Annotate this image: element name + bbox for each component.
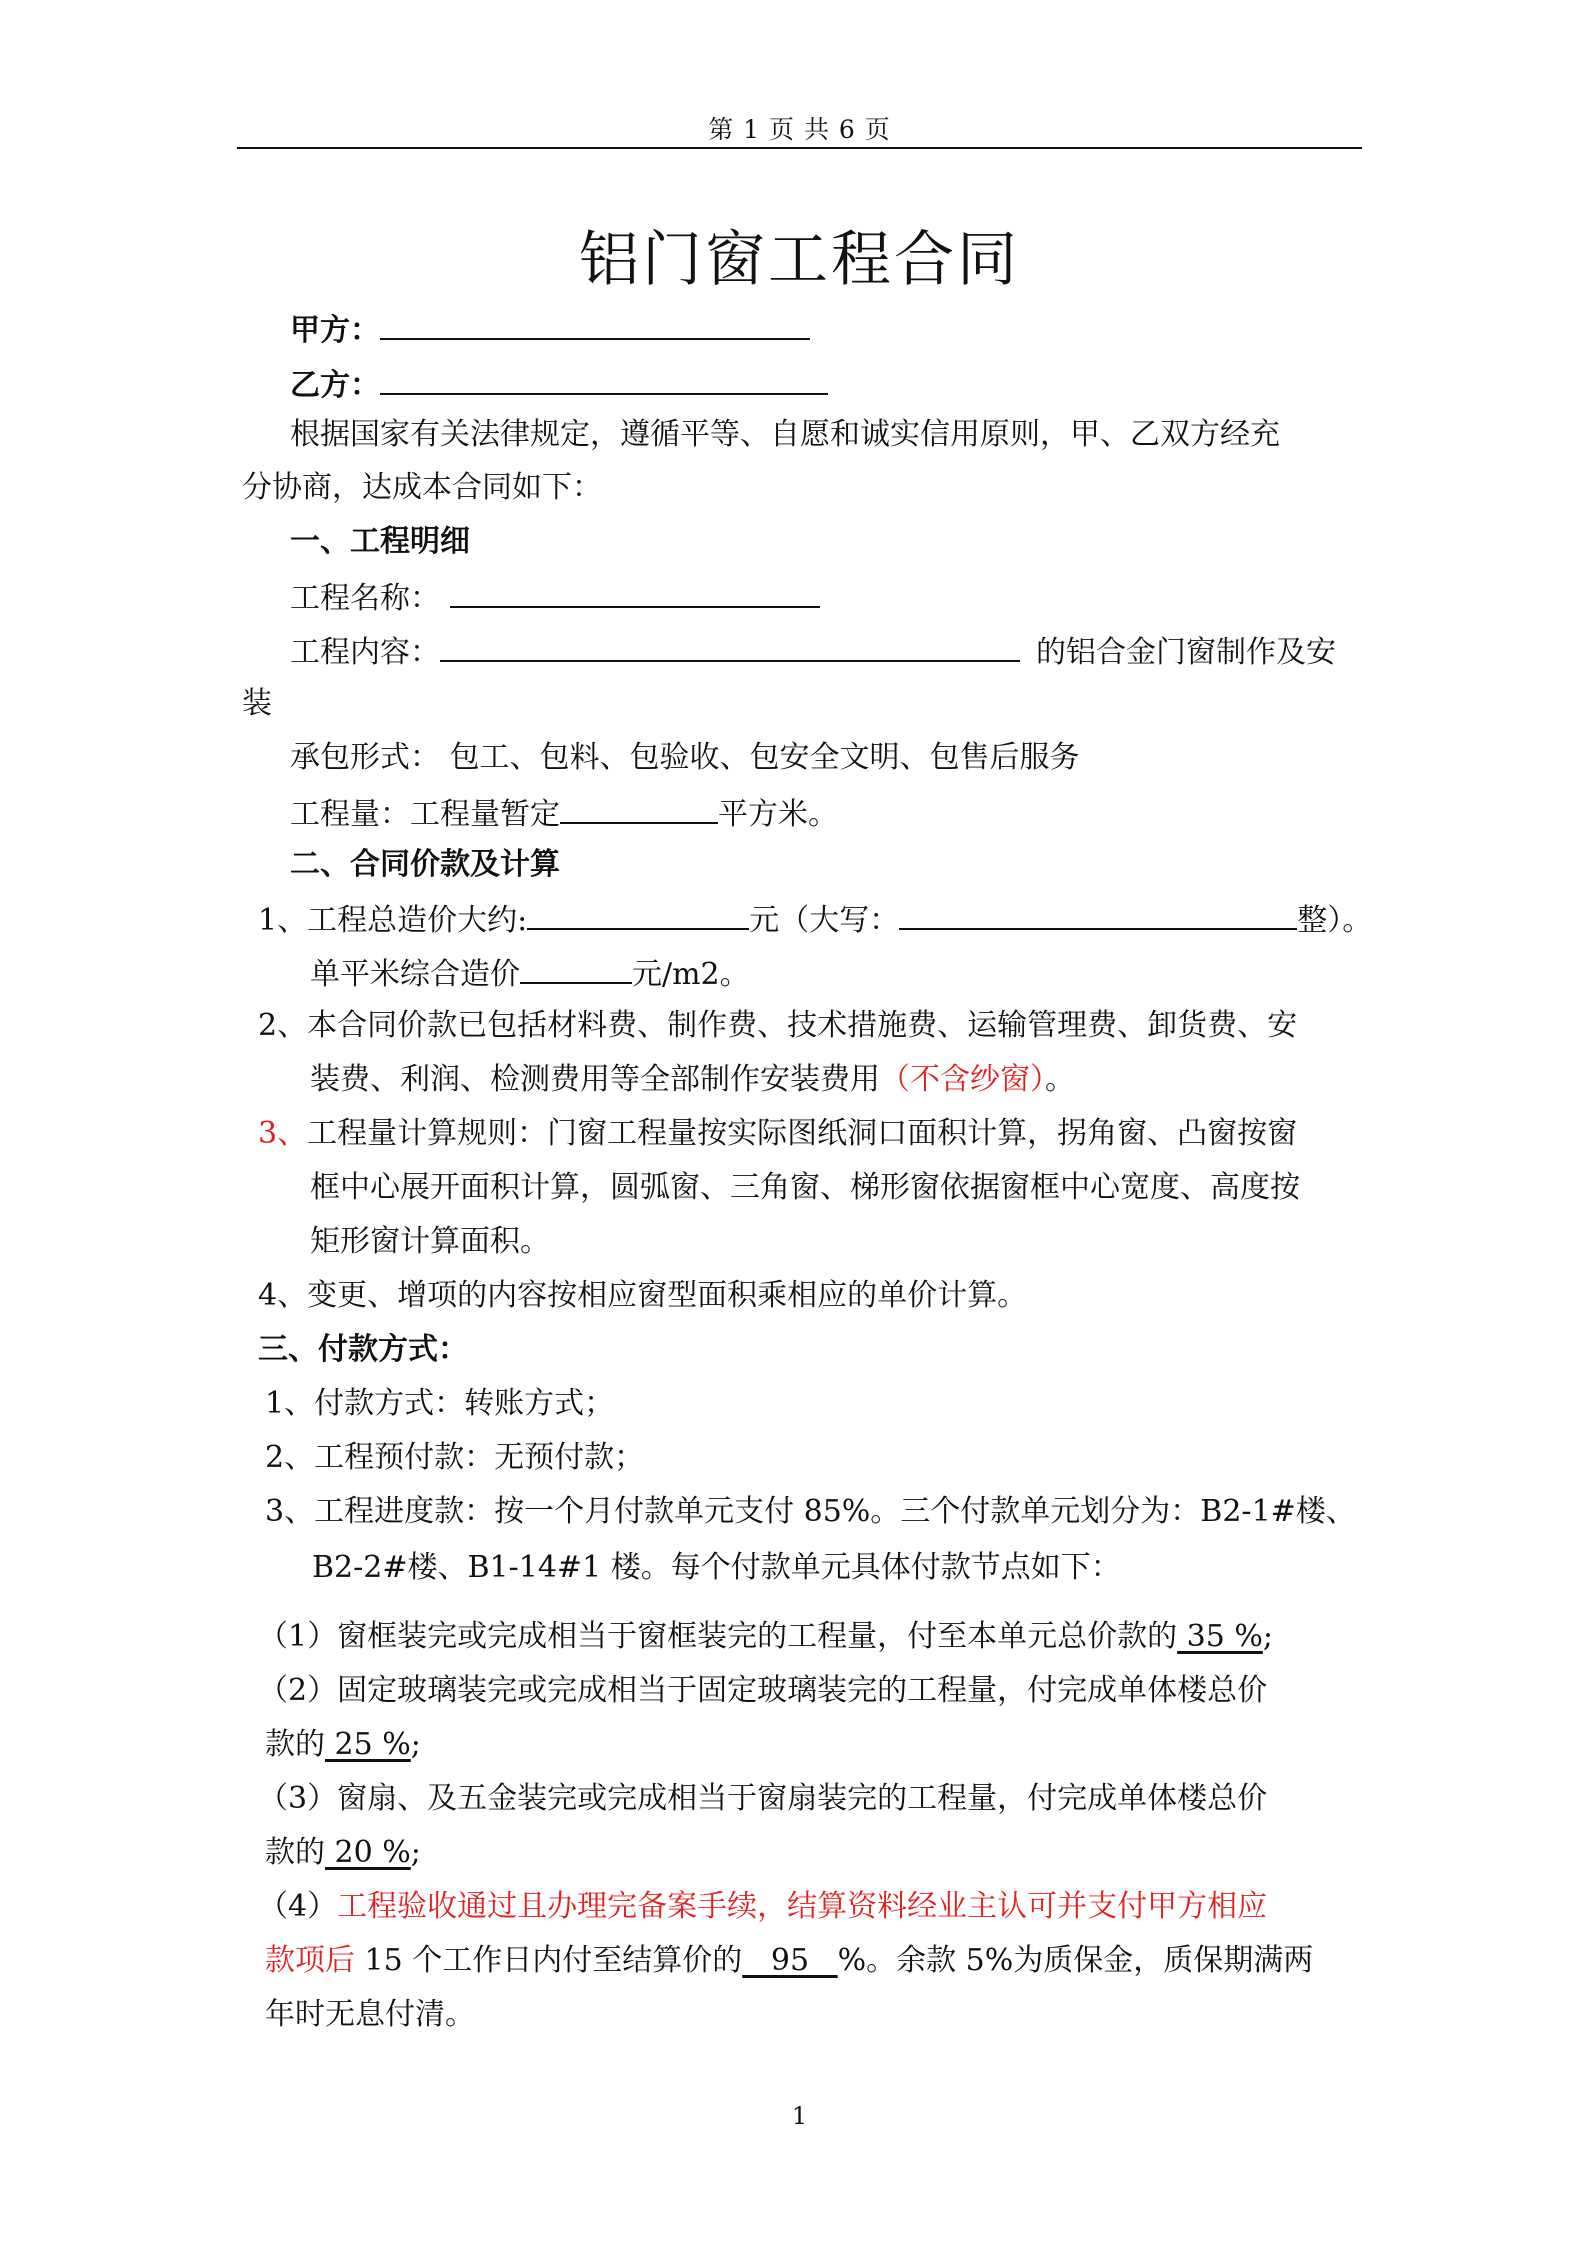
total-price-mid: 元（大写：: [749, 903, 900, 938]
node-4-line-3: 年时无息付清。: [265, 1997, 475, 2032]
node-3-line-2: [265, 1833, 421, 1873]
quantity-prefix: 工程量：工程量暂定: [290, 797, 560, 832]
node-1-text: （1）窗框装完或完成相当于窗框装完的工程量，付至本单元总价款的: [258, 1619, 1178, 1654]
node-4-line-1: [258, 1887, 1267, 1927]
payment-item-2: 2、工程预付款：无预付款；: [265, 1440, 645, 1475]
section-2-heading: 二、合同价款及计算: [290, 847, 560, 882]
section-3-heading: 三、付款方式：: [258, 1332, 468, 1367]
unit-price-line: [310, 952, 750, 995]
node-1: [258, 1617, 1273, 1657]
node-4-line-2: [265, 1941, 1313, 1981]
total-price-words-blank[interactable]: [899, 898, 1297, 930]
price-item-1: [258, 898, 1372, 941]
document-title: 铝门窗工程合同: [579, 225, 1020, 295]
party-a-label: 甲方：: [290, 313, 380, 348]
node-3-percent: 20 %: [325, 1835, 411, 1870]
node-3-line-1: （3）窗扇、及五金装完或完成相当于窗扇装完的工程量，付完成单体楼总价: [258, 1781, 1268, 1816]
header-rule: [237, 147, 1362, 149]
node-4-number: （4）: [258, 1889, 338, 1924]
node-2-line-2: [265, 1725, 421, 1765]
price-item-4: 4、变更、增项的内容按相应窗型面积乘相应的单价计算。: [258, 1278, 1028, 1313]
node-4-percent: 95: [742, 1943, 838, 1978]
price-item-3-line-3: 矩形窗计算面积。: [310, 1224, 550, 1259]
price-item-2-line-2: [310, 1060, 1075, 1100]
payment-item-3-line-1: 3、工程进度款：按一个月付款单元支付 85%。三个付款单元划分为：B2-1#楼、: [265, 1494, 1356, 1529]
project-content-line: [290, 630, 1336, 673]
node-4-end: %。余款 5%为质保金，质保期满两: [837, 1943, 1314, 1978]
quantity-line: [290, 792, 838, 835]
page-number: 1: [791, 2102, 808, 2130]
price-item-3-number: 3、: [258, 1116, 308, 1151]
payment-item-3-line-2: B2-2#楼、B1-14#1 楼。每个付款单元具体付款节点如下：: [312, 1550, 1121, 1585]
node-2-line-1: （2）固定玻璃装完或完成相当于固定玻璃装完的工程量，付完成单体楼总价: [258, 1673, 1268, 1708]
node-2-percent: 25 %: [325, 1727, 411, 1762]
project-name-blank[interactable]: [450, 576, 820, 608]
price-item-2-end: 。: [1045, 1062, 1075, 1097]
party-b-blank[interactable]: [380, 363, 828, 395]
project-content-label: 工程内容：: [290, 635, 440, 670]
project-content-blank[interactable]: [440, 630, 1020, 662]
total-price-prefix: 1、工程总造价大约:: [258, 903, 528, 938]
total-price-suffix: 整）。: [1297, 903, 1373, 938]
intro-line-1: 根据国家有关法律规定，遵循平等、自愿和诚实信用原则，甲、乙双方经充: [290, 417, 1280, 452]
unit-price-prefix: 单平米综合造价: [310, 957, 520, 992]
price-item-2-text: 装费、利润、检测费用等全部制作安装费用: [310, 1062, 880, 1097]
no-screen-note: （不含纱窗）: [880, 1062, 1045, 1097]
project-content-continued: 装: [242, 686, 272, 721]
party-b-line: [290, 363, 828, 406]
total-price-blank[interactable]: [527, 898, 749, 930]
node-3-end: ;: [410, 1835, 421, 1870]
party-a-blank[interactable]: [380, 308, 810, 340]
project-content-suffix: 的铝合金门窗制作及安: [1036, 635, 1336, 670]
party-b-label: 乙方：: [290, 368, 380, 403]
node-1-end: ;: [1262, 1619, 1273, 1654]
unit-price-blank[interactable]: [520, 952, 632, 984]
node-4-red-text: 工程验收通过且办理完备案手续，结算资料经业主认可并支付甲方相应: [337, 1889, 1268, 1924]
node-4-text: 15 个工作日内付至结算价的: [355, 1943, 743, 1978]
price-item-2-line-1: 2、本合同价款已包括材料费、制作费、技术措施费、运输管理费、卸货费、安: [258, 1008, 1298, 1043]
price-item-3-line-1: [258, 1114, 1297, 1154]
node-1-percent: 35 %: [1177, 1619, 1263, 1654]
price-item-3-line-2: 框中心展开面积计算，圆弧窗、三角窗、梯形窗依据窗框中心宽度、高度按: [310, 1170, 1300, 1205]
price-item-3-text: 工程量计算规则：门窗工程量按实际图纸洞口面积计算，拐角窗、凸窗按窗: [307, 1116, 1298, 1151]
project-name-label: 工程名称：: [290, 581, 440, 616]
node-4-red-continued: 款项后: [265, 1943, 355, 1978]
page-header: 第 1 页 共 6 页: [708, 115, 891, 144]
quantity-blank[interactable]: [560, 792, 718, 824]
payment-item-1: 1、付款方式：转账方式；: [265, 1386, 615, 1421]
section-1-heading: 一、工程明细: [290, 524, 470, 559]
contract-form-line: 承包形式： 包工、包料、包验收、包安全文明、包售后服务: [290, 740, 1080, 775]
party-a-line: [290, 308, 810, 351]
quantity-suffix: 平方米。: [718, 797, 838, 832]
unit-price-suffix: 元/m2。: [632, 957, 750, 992]
node-2-label: 款的: [265, 1727, 325, 1762]
node-2-end: ;: [410, 1727, 421, 1762]
intro-line-2: 分协商，达成本合同如下：: [242, 470, 602, 505]
node-3-label: 款的: [265, 1835, 325, 1870]
project-name-line: [290, 576, 820, 619]
